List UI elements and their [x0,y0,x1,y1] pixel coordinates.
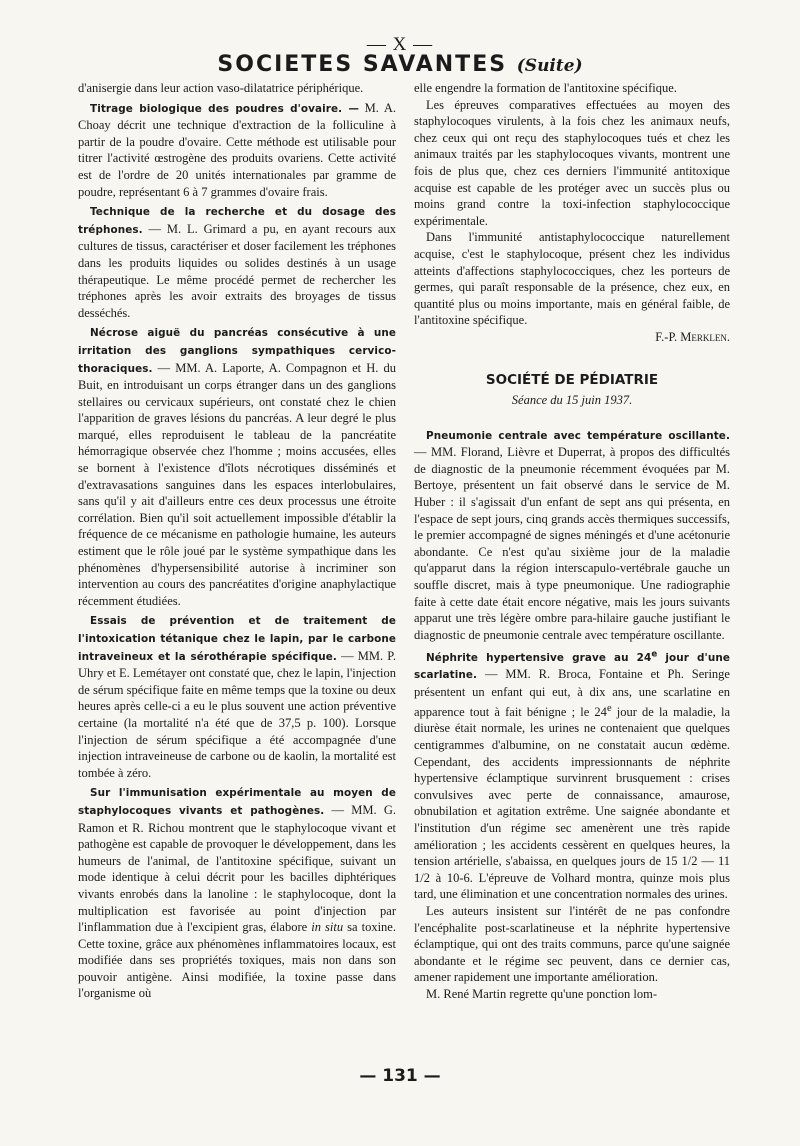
title-superscript: e [651,649,658,660]
headline-suite: (Suite) [516,56,583,76]
title-part: Néphrite hypertensive grave au 24 [426,651,652,664]
article-body: — MM. A. Laporte, A. Compagnon et H. du Buit, en introduisant un corps étranger dans un des ganglions stellaires ou cervicaux supérieurs, ont constaté chez le chien l'apparition de graves lésions du pancréas. A leur degré le plus marqué, elles reproduisent le tableau de la pancréatite hémorragique observée chez l'homme ; moins accusées, elles se bornent à l'existence d'îlots nécrotiques disséminés et d'extravasations sanguines dans les espaces interlobulaires, sans qu'il y ait d'ailleurs entre ces deux processus une étroite corrélation. Bien qu'il soit actuellement impossible d'établir la fréquence de ce mécanisme en pathologie humaine, les auteurs estiment que le rôle joué par le système sympathique dans les phénomènes d'hypersensibilité autorise à incriminer son intervention au cours des pancréatites d'origine anaphylactique récemment étudiées. [78,360,396,608]
article-body-end: sa toxine. Cette toxine, grâce aux phénomènes inflammatoires locaux, est modifiée dans ses propriétés toxiques, mais non dans son pouvoir antigène. Ainsi modifiée, la toxine passe dans l'organisme où [78,920,396,1001]
article-body: — MM. Florand, Lièvre et Duperrat, à propos des difficultés de diagnostic de la pneumonie récemment évoquées par M. Bertoye, présentent un fait observé dans le service de M. Huber : il s'agissait d'un enfant de sept ans qui présenta, en l'espace de sept jours, cinq grands accès thermiques successifs, le premier accompagné de signes méningés et d'une acétonurie abondante. Ce n'est qu'au sixième jour de la maladie qu'apparut dans la région interscapulo-vertébrale gauche un souffle discret, mais à type pneumonique. Une radiographie faite à cette date était encore négative, mais les jours suivants apparut une très légère ombre para-hilaire gauche justifiant le diagnostic de pneumonie centrale avec température oscillante. [414,445,730,642]
article-title: Nécrose aiguë du pancréas consécutive à une irritation des ganglions sympathiques cervico-thoraciques. [78,327,396,375]
article-body: M. A. Choay décrit une technique d'extraction de la folliculine à partir de la poudre d'ovaire. Cette méthode est utilisable pour titrer l'activité œstrogène des produits ovariens. Cette activité est de l'ordre de 20 unités internationales par gramme de poudre, représentant 6 à 7 grammes d'ovaire frais. [78,100,397,199]
body-superscript: e [606,702,612,714]
italic-in-situ: in situ [311,920,344,935]
page-headline [0,52,800,77]
paragraph: Les auteurs insistent sur l'intérêt de ne pas confondre l'encéphalite post-scarlatineuse et la néphrite hypertensive éclamptique, qui ont des traits communs, parce qu'une saignée abondante et le régime sec peuvent, dans ce dernier cas, amener rapidement une importante amélioration. [414,903,730,985]
right-column [414,80,730,1003]
title-part: jour d'une scarlatine. [414,651,730,682]
paragraph: Les épreuves comparatives effectuées au moyen des staphylocoques virulents, à la fois chez les animaux neufs, chez ceux qui ont reçu des staphylocoques tués et chez les animaux traités par les staphylocoques vivants, montrent une fois de plus que, chez ces derniers l'immunité antitoxique acquise est capable de les protéger avec un succès plus ou moins grand contre la toxi-infection staphylococcique expérimentale. [414,97,730,228]
article-title: Sur l'immunisation expérimentale au moyen de staphylocoques vivants et pathogènes. [78,787,396,817]
left-column [78,80,396,1002]
article-body: — MM. G. Ramon et R. Richou montrent que le staphylocoque vivant et pathogène est capable de provoquer le développement, dans les humeurs de l'animal, de l'antitoxine spécifique, suivant un mode identique à celui décrit pour les bacilles diphtériques vivants enrobés dans la lanoline : le staphylocoque, dont la multiplication est favorisée au point d'injection par l'inflammation due à l'excipient gras, élabore [78,802,396,935]
roman-page-marker: — X — [366,34,434,55]
paragraph-continuation: elle engendre la formation de l'antitoxine spécifique. [414,81,677,95]
article-tetanique [78,612,396,781]
article-body: — MM. P. Uhry et E. Lemétayer ont constaté que, chez le lapin, l'injection de sérum spécifique faite en même temps que la toxine ou deux heures après celle-ci a eu le plus souvent une action préventive certaine (la mortalité n'a été que de 37,5 p. 100). Lorsque l'injection de sérum spécifique a été accompagnée d'une injection intraveineuse de carbone ou de kaolin, la mortalité est tombée à zéro. [78,648,396,780]
article-body-end: jour de la maladie, la diurèse était normale, les urines ne contenaient que quelques centigrammes d'albumine, on ne constatait aucun œdème. Cependant, des accidents impressionnants de néphrite hypertensive éclamptique survinrent brusquement : crises convulsives avec perte de connaissance, amaurose, obnubilation et agitation extrême. Une saignée abondante et l'institution d'un régime sec amenèrent une très rapide amélioration ; les accidents cessèrent en quelques heures, la tension artérielle, s'abaissa, en quelques jours de 15 1/2 — 11 1/2 à 10-6. L'épreuve de Volhard montra, quinze mois plus tard, une élimination et une concentration normales des urines. [414,704,730,902]
article-body: — MM. R. Broca, Fontaine et Ph. Seringe présentent un enfant qui eut, à dix ans, une scarlatine en apparence tout à fait bénigne ; le 24 [414,667,730,719]
paragraph-continuation: d'anisergie dans leur action vaso-dilatatrice périphérique. [78,81,364,95]
headline-title: SOCIETES SAVANTES [217,52,508,77]
article-titrage [78,100,396,201]
article-immunisation [78,784,396,1002]
article-title: Technique de la recherche et du dosage des tréphones. [78,206,396,236]
session-date: Séance du 15 juin 1937. [511,393,633,408]
article-body: — M. L. Grimard a pu, en ayant recours aux cultures de tissus, caractériser et doser facilement les tréphones dans les produits liquides ou solides destinés à un usage thérapeutique. Le même procédé permet de rechercher les tréphones après les avoir extraits des broyages de tissus desséchés. [78,221,396,320]
article-trephones [78,203,396,321]
article-nephrite [414,646,730,903]
author-signature: F.-P. Merklen. [655,329,730,344]
article-title: Essais de prévention et de traitement de l'intoxication tétanique chez le lapin, par le carbone intraveineux et la sérothérapie spécifique. [78,615,396,663]
article-title: Titrage biologique des poudres d'ovaire. — [90,102,359,115]
section-title: SOCIÉTÉ DE PÉDIATRIE [485,371,659,388]
paragraph-final: M. René Martin regrette qu'une ponction lom- [426,986,658,1001]
paragraph: Dans l'immunité antistaphylococcique naturellement acquise, c'est le staphylocoque, présent chez les individus atteints d'affections staphylococciques, chez les porteurs de germes, qui paraît responsable de la présence, chez eux, en quantité plus ou moins importante, mais en général faible, de l'antitoxine spécifique. [414,230,730,328]
article-pneumonie [414,427,730,644]
article-title: Pneumonie centrale avec température oscillante. [426,429,730,442]
page-number: — 131 — [359,1066,441,1086]
article-necrose [78,324,396,609]
